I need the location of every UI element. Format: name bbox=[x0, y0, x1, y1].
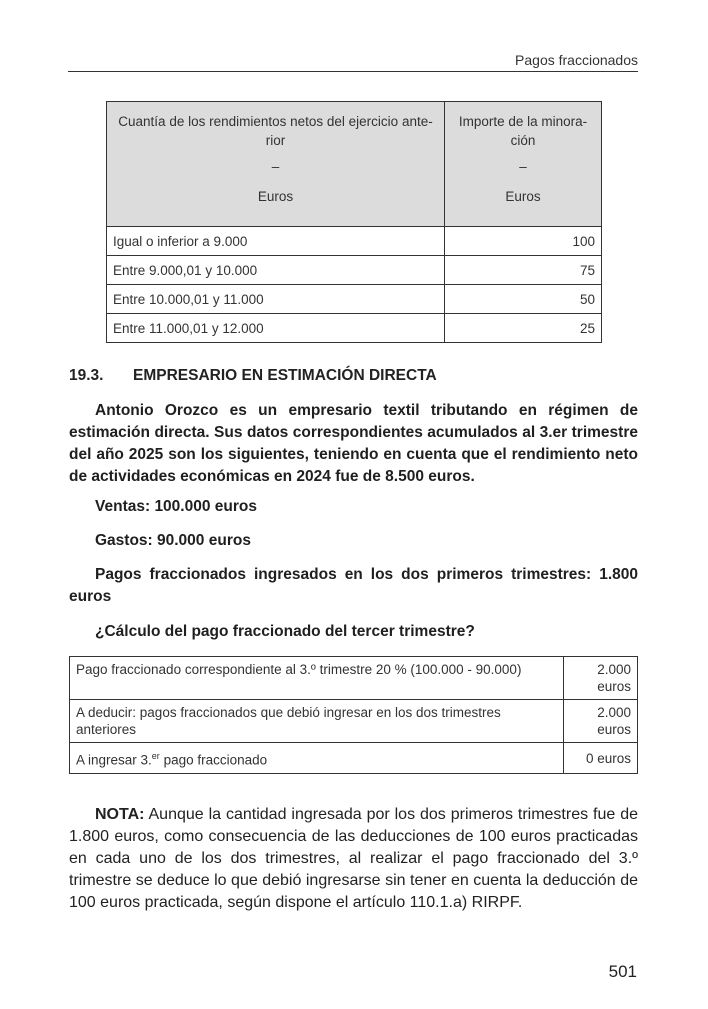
table-row bbox=[70, 657, 638, 700]
amount-cell: 75 bbox=[445, 256, 602, 285]
problem-statement: Antonio Orozco es un empresario textil tributando en régimen de estimación directa. Sus datos correspondientes acumulados al 3.er trimestre del año 2025 son los siguientes, teniendo en cuenta que el rendimiento neto de actividades económicas en 2024 fue de 8.500 euros. bbox=[69, 402, 638, 485]
expenses-line: Gastos: 90.000 euros bbox=[95, 532, 251, 549]
amount-cell: 50 bbox=[445, 285, 602, 314]
range-cell: Entre 10.000,01 y 11.000 bbox=[107, 285, 445, 314]
section-heading bbox=[69, 367, 437, 385]
table-row bbox=[70, 700, 638, 743]
amount-cell: 2.000 euros bbox=[564, 700, 638, 743]
table-header-row bbox=[107, 102, 602, 227]
page-number: 501 bbox=[608, 962, 637, 981]
column-header-label: Importe de la minora-ción bbox=[458, 114, 588, 148]
range-cell: Igual o inferior a 9.000 bbox=[107, 227, 445, 256]
section-title: EMPRESARIO EN ESTIMACIÓN DIRECTA bbox=[133, 367, 437, 384]
concept-cell bbox=[70, 743, 564, 774]
payments-line: Pagos fraccionados ingresados en los dos primeros trimestres: 1.800 euros bbox=[69, 566, 638, 605]
note-text: Aunque la cantidad ingresada por los dos primeros trimestres fue de 1.800 euros, como consecuencia de las deducciones de 100 euros practicadas en cada uno de los dos trimestres, al realizar el pago fraccionado del 3.º trimestre se deduce lo que debió ingresarse sin tener en cuenta la deducción de 100 euros practicada, según dispone el artículo 110.1.a) RIRPF. bbox=[69, 806, 638, 911]
amount-cell: 2.000 euros bbox=[564, 657, 638, 700]
section-number: 19.3. bbox=[69, 367, 104, 384]
concept-text: A ingresar 3. bbox=[76, 752, 152, 768]
note-paragraph bbox=[69, 804, 638, 914]
concept-text: pago fraccionado bbox=[159, 752, 268, 768]
amount-cell: 25 bbox=[445, 314, 602, 343]
amount-cell: 100 bbox=[445, 227, 602, 256]
column-header-income bbox=[107, 102, 445, 227]
table-row bbox=[70, 743, 638, 774]
note-label: NOTA: bbox=[95, 806, 145, 823]
table-row bbox=[107, 227, 602, 256]
range-cell: Entre 11.000,01 y 12.000 bbox=[107, 314, 445, 343]
column-header-reduction bbox=[445, 102, 602, 227]
minoration-table bbox=[106, 101, 602, 343]
table-row bbox=[107, 285, 602, 314]
concept-cell: Pago fraccionado correspondiente al 3.º trimestre 20 % (100.000 - 90.000) bbox=[70, 657, 564, 700]
running-title: Pagos fraccionados bbox=[515, 52, 638, 68]
header-dash: – bbox=[519, 159, 527, 174]
running-header bbox=[68, 52, 638, 72]
header-unit: Euros bbox=[505, 189, 541, 204]
concept-cell: A deducir: pagos fraccionados que debió ingresar en los dos trimestres anteriores bbox=[70, 700, 564, 743]
sales-line: Ventas: 100.000 euros bbox=[95, 498, 257, 515]
amount-cell: 0 euros bbox=[564, 743, 638, 774]
header-unit: Euros bbox=[257, 189, 294, 204]
table-row bbox=[107, 314, 602, 343]
table-row bbox=[107, 256, 602, 285]
column-header-label: Cuantía de los rendimientos netos del ejercicio ante-rior bbox=[118, 114, 433, 148]
question-line: ¿Cálculo del pago fraccionado del tercer trimestre? bbox=[95, 623, 475, 640]
calculation-table bbox=[69, 656, 638, 774]
ordinal-superscript: er bbox=[151, 750, 160, 761]
range-cell: Entre 9.000,01 y 10.000 bbox=[107, 256, 445, 285]
header-dash: – bbox=[271, 159, 280, 174]
